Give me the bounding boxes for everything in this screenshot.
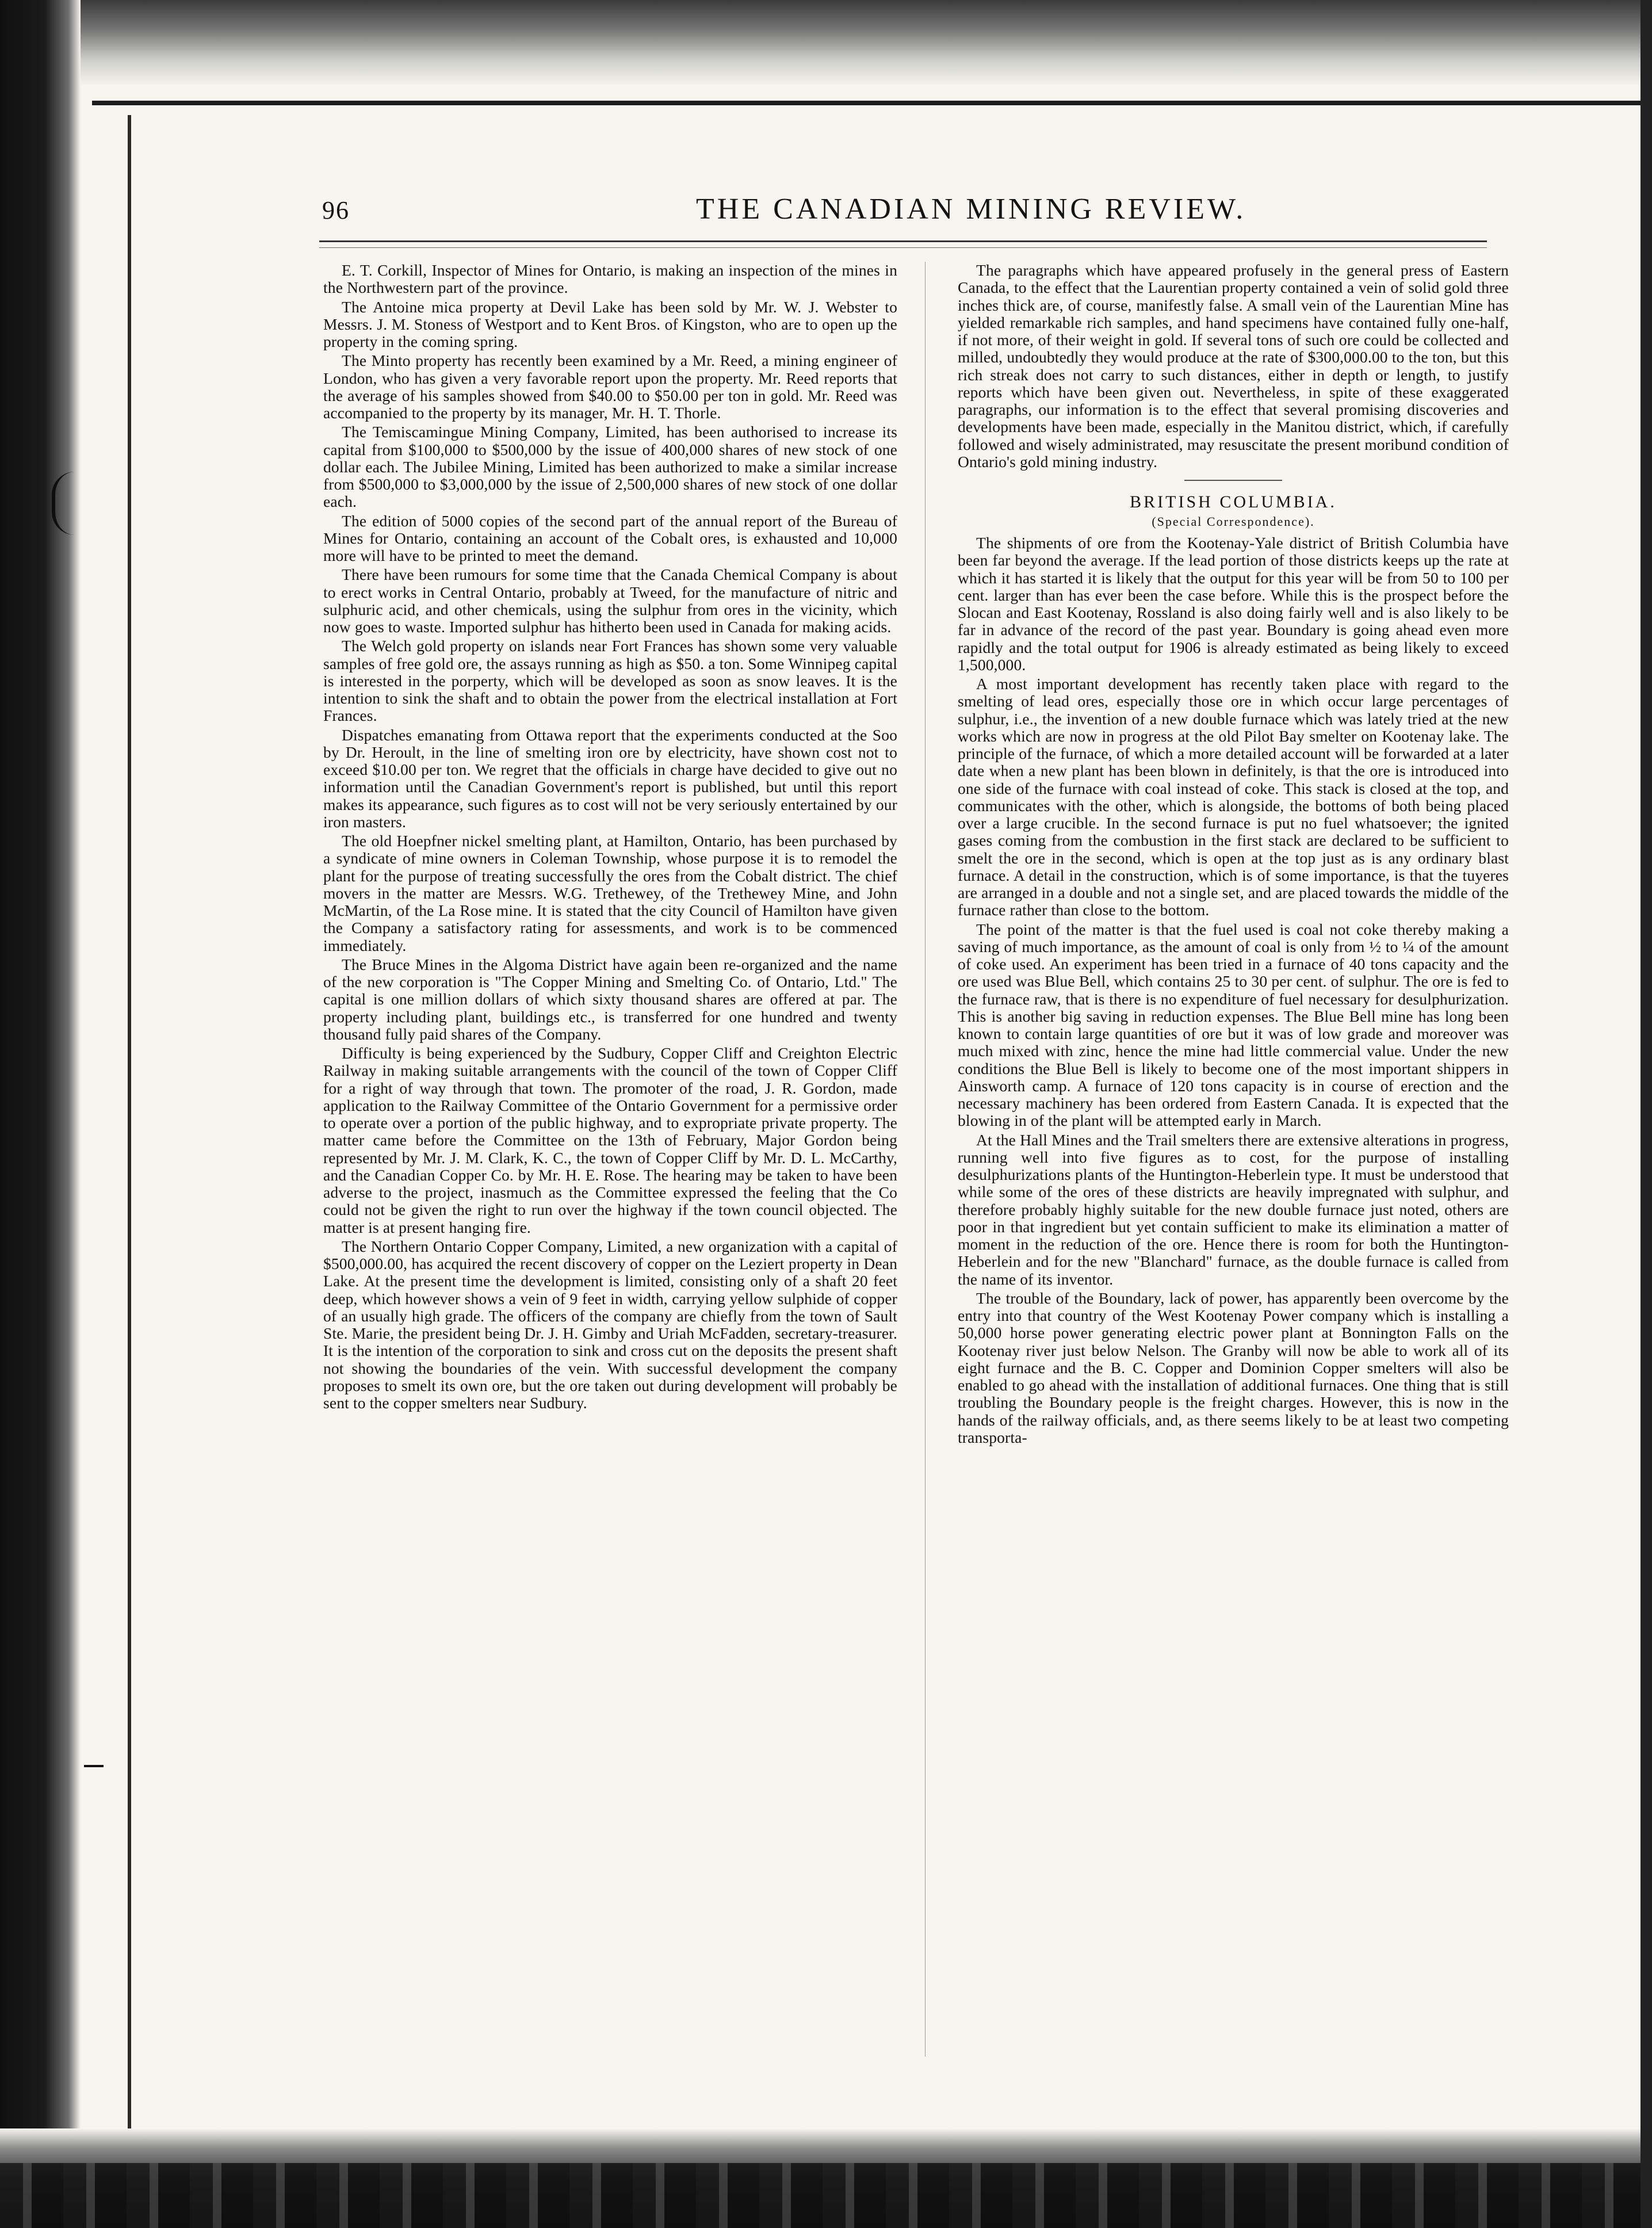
journal-title: THE CANADIAN MINING REVIEW. bbox=[696, 193, 1246, 226]
scan-top-edge bbox=[0, 0, 1652, 86]
article-paragraph: The Minto property has recently been examined by a Mr. Reed, a mining engineer of London, who has given a very favorable report upon the property. Mr. Reed reports that the average of his samples showed from $40.00 to $50.00 per ton in gold. Mr. Reed was accompanied to the property by its manager, Mr. H. T. Thorle. bbox=[323, 351, 897, 422]
article-paragraph: There have been rumours for some time that the Canada Chemical Company is about to erect works in Central Ontario, probably at Tweed, for the manufacture of nitric and sulphuric acid, and other chemicals, using the sulphur from ores in the vicinity, which now goes to waste. Imported sulphur has hitherto been used in Canada for making acids. bbox=[323, 565, 897, 636]
scan-margin-line bbox=[128, 115, 131, 2128]
margin-dash-mark bbox=[84, 1765, 104, 1767]
page-number: 96 bbox=[322, 196, 350, 224]
header-rule-thin bbox=[319, 247, 1487, 248]
article-paragraph: Difficulty is being experienced by the Sudbury, Copper Cliff and Creighton Electric Railway in making suitable arrangements with the council of the town of Copper Cliff for a right of way through that town. The promoter of the road, J. R. Gordon, made application to the Railway Committee of the Ontario Government for a permissive order to operate over a portion of the public highway, and to expropriate private property. The matter came before the Committee on the 13th of February, Major Gordon being represented by Mr. J. M. Clark, K. C., the town of Copper Cliff by Mr. D. L. McCarthy, and the Canadian Copper Co. by Mr. H. E. Rose. The hearing may be taken to have been adverse to the project, inasmuch as the Committee expressed the feeling that the Co could not be given the right to run over the highway if the town council objected. The matter is at present hanging fire. bbox=[323, 1044, 897, 1236]
scan-right-edge bbox=[1640, 0, 1652, 2228]
article-paragraph: The shipments of ore from the Kootenay-Yale district of British Columbia have been far beyond the average. If the lead portion of those districts keeps up the rate at which it has started it is likely that the output for this year will be from 50 to 100 per cent. larger than has ever been the case before. While this is the prospect before the Slocan and East Kootenay, Rossland is also doing fairly well and is also likely to be far in advance of the record of the past year. Boundary is going ahead even more rapidly and the total output for 1906 is already estimated as being likely to exceed 1,500,000. bbox=[958, 534, 1509, 674]
article-paragraph: The Antoine mica property at Devil Lake has been sold by Mr. W. J. Webster to Messrs. J. M. Stoness of Westport and to Kent Bros. of Kingston, who are to open up the property in the coming spring. bbox=[323, 297, 897, 350]
article-paragraph: The edition of 5000 copies of the second part of the annual report of the Bureau of Mines for Ontario, containing an account of the Cobalt ores, is exhausted and 10,000 more will have to be printed to meet the demand. bbox=[323, 511, 897, 564]
scan-bottom-shadow bbox=[0, 2163, 1652, 2228]
article-paragraph: The point of the matter is that the fuel used is coal not coke thereby making a saving of much importance, as the amount of coal is only from ½ to ¼ of the amount of coke used. An experiment has been tried in a furnace of 40 tons capacity and the ore used was Blue Bell, which contains 25 to 30 per cent. of sulphur. The ore is fed to the furnace raw, that is there is no expenditure of fuel necessary for desulphurization. This is another big saving in reduction expenses. The Blue Bell mine has long been known to contain large quantities of ore but it was of low grade and moreover was much mixed with zinc, hence the mine had little commercial value. Under the new conditions the Blue Bell is likely to become one of the most important shippers in Ainsworth camp. A furnace of 120 tons capacity is in course of erection and the necessary machinery has been ordered from Eastern Canada. It is expected that the blowing in of the plant will be attempted early in March. bbox=[958, 920, 1509, 1130]
article-paragraph: Dispatches emanating from Ottawa report that the experiments conducted at the Soo by Dr. Heroult, in the line of smelting iron ore by electricity, have shown cost not to exceed $10.00 per ton. We regret that the officials in charge have decided to give out no information until the Canadian Government's report is published, but until this report makes its appearance, such figures as to cost will not be very seriously entertained by our iron masters. bbox=[323, 725, 897, 831]
article-paragraph: The old Hoepfner nickel smelting plant, at Hamilton, Ontario, has been purchased by a syndicate of mine owners in Coleman Township, whose purpose it is to remodel the plant for the purpose of treating successfully the ores from the Cobalt district. The chief movers in the matter are Messrs. W.G. Trethewey, of the Trethewey Mine, and John McMartin, of the La Rose mine. It is stated that the city Council of Hamilton have given the Company a satisfactory rating for assessments, and work is to be commenced immediately. bbox=[323, 832, 897, 954]
left-column bbox=[323, 262, 897, 1413]
section-heading: BRITISH COLUMBIA. bbox=[1130, 492, 1337, 511]
column-divider bbox=[925, 262, 926, 2057]
article-paragraph: At the Hall Mines and the Trail smelters there are extensive alterations in progress, running well into five figures as to cost, for the purpose of installing desulphurizations plants of the Huntington-Heberlein type. It must be understood that while some of the ores of these districts are heavily impregnated with sulphur, and therefore probably highly suitable for the new double furnace just noted, others are poor in that ingredient but yet contain sufficient to make its elimination a matter of moment in the reduction of the ore. Hence there is room for both the Huntington-Heberlein and for the new "Blanchard" furnace, as the double furnace is called from the name of its inventor. bbox=[958, 1130, 1509, 1288]
margin-ink-mark bbox=[52, 472, 90, 535]
article-paragraph: The Temiscamingue Mining Company, Limited, has been authorised to increase its capital from $100,000 to $500,000 by the issue of 400,000 shares of new stock of one dollar each. The Jubilee Mining, Limited has been authorized to make a similar increase from $500,000 to $3,000,000 by the issue of 2,500,000 shares of new stock of one dollar each. bbox=[323, 423, 897, 511]
article-paragraph: E. T. Corkill, Inspector of Mines for Ontario, is making an inspection of the mines in the Northwestern part of the province. bbox=[323, 261, 897, 297]
article-paragraph: A most important development has recently taken place with regard to the smelting of lead ores, especially those ore in which occur large percentages of sulphur, i.e., the invention of a new double furnace which was lately tried at the new works which are now in progress at the old Pilot Bay smelter on Kootenay lake. The principle of the furnace, of which a more detailed account will be forwarded at a later date when a new plant has been blown in definitely, is that the ore is introduced into one side of the furnace with coal instead of coke. This stack is closed at the top, and communicates with the other, which is alongside, the bottoms of both being placed over a large crucible. In the second furnace is put no fuel whatsoever; the ignited gases coming from the combustion in the first stack are declared to be sufficient to smelt the ore in the second, which is open at the top just as is any ordinary blast furnace. A detail in the construction, which is of some importance, is that the tuyeres are arranged in a double and not a single set, and are placed towards the middle of the furnace rather than close to the bottom. bbox=[958, 675, 1509, 919]
scan-binding-edge bbox=[0, 0, 81, 2228]
scan-top-rule bbox=[92, 101, 1645, 105]
section-subheading: (Special Correspondence). bbox=[1152, 514, 1315, 529]
article-paragraph: The Bruce Mines in the Algoma District have again been re-organized and the name of the new corporation is "The Copper Mining and Smelting Co. of Ontario, Ltd." The capital is one million dollars of which sixty thousand shares are offered at par. The property including plant, buildings etc., is transferred for one hundred and twenty thousand fully paid shares of the Company. bbox=[323, 955, 897, 1043]
page-header bbox=[322, 184, 1246, 236]
article-paragraph: The Welch gold property on islands near Fort Frances has shown some very valuable samples of free gold ore, the assays running as high as $50. a ton. Some Winnipeg capital is interested in the porperty, which will be developed as soon as snow leaves. It is the intention to sink the shaft and to obtain the power from the electrical installation at Fort Frances. bbox=[323, 637, 897, 725]
article-paragraph: The paragraphs which have appeared profusely in the general press of Eastern Canada, to the effect that the Laurentian property contained a vein of solid gold three inches thick are, of course, manifestly false. A small vein of the Laurentian Mine has yielded remarkable rich samples, and hand specimens have contained fully one-half, if not more, of their weight in gold. If several tons of such ore could be collected and milled, undoubtedly they would produce at the rate of $300,000.00 to the ton, but this rich streak does not carry to such distances, either in depth or length, to justify reports which have been given out. Nevertheless, in spite of these exaggerated paragraphs, our information is to the effect that several promising discoveries and developments have been made, especially in the Manitou district, which, if carefully followed and wisely administrated, may resuscitate the present moribund condition of Ontario's gold mining industry. bbox=[958, 261, 1509, 471]
right-column bbox=[958, 262, 1509, 1448]
article-paragraph: The trouble of the Boundary, lack of power, has apparently been overcome by the entry into that country of the West Kootenay Power company which is installing a 50,000 horse power generating electric power plant at Bonnington Falls on the Kootenay river just below Nelson. The Granby will now be able to work all of its eight furnace and the B. C. Copper and Dominion Copper smelters will also be enabled to go ahead with the installation of additional furnaces. One thing that is still troubling the Boundary people is the freight charges. However, this is now in the hands of the railway officials, and, as there seems likely to be at least two competing transporta- bbox=[958, 1289, 1509, 1446]
section-separator bbox=[1184, 480, 1282, 481]
article-paragraph: The Northern Ontario Copper Company, Limited, a new organization with a capital of $500,000.00, has acquired the recent discovery of copper on the Leziert property in Dean Lake. At the present time the development is limited, consisting only of a shaft 20 feet deep, which however shows a vein of 9 feet in width, carrying yellow sulphide of copper of an usually high grade. The officers of the company are chiefly from the town of Sault Ste. Marie, the president being Dr. J. H. Gimby and Uriah McFadden, secretary-treasurer. It is the intention of the corporation to sink and cross cut on the deposits the present shaft not showing the boundaries of the vein. With successful development the company proposes to smelt its own ore, but the ore taken out during development will probably be sent to the copper smelters near Sudbury. bbox=[323, 1237, 897, 1412]
header-rule bbox=[319, 240, 1487, 242]
